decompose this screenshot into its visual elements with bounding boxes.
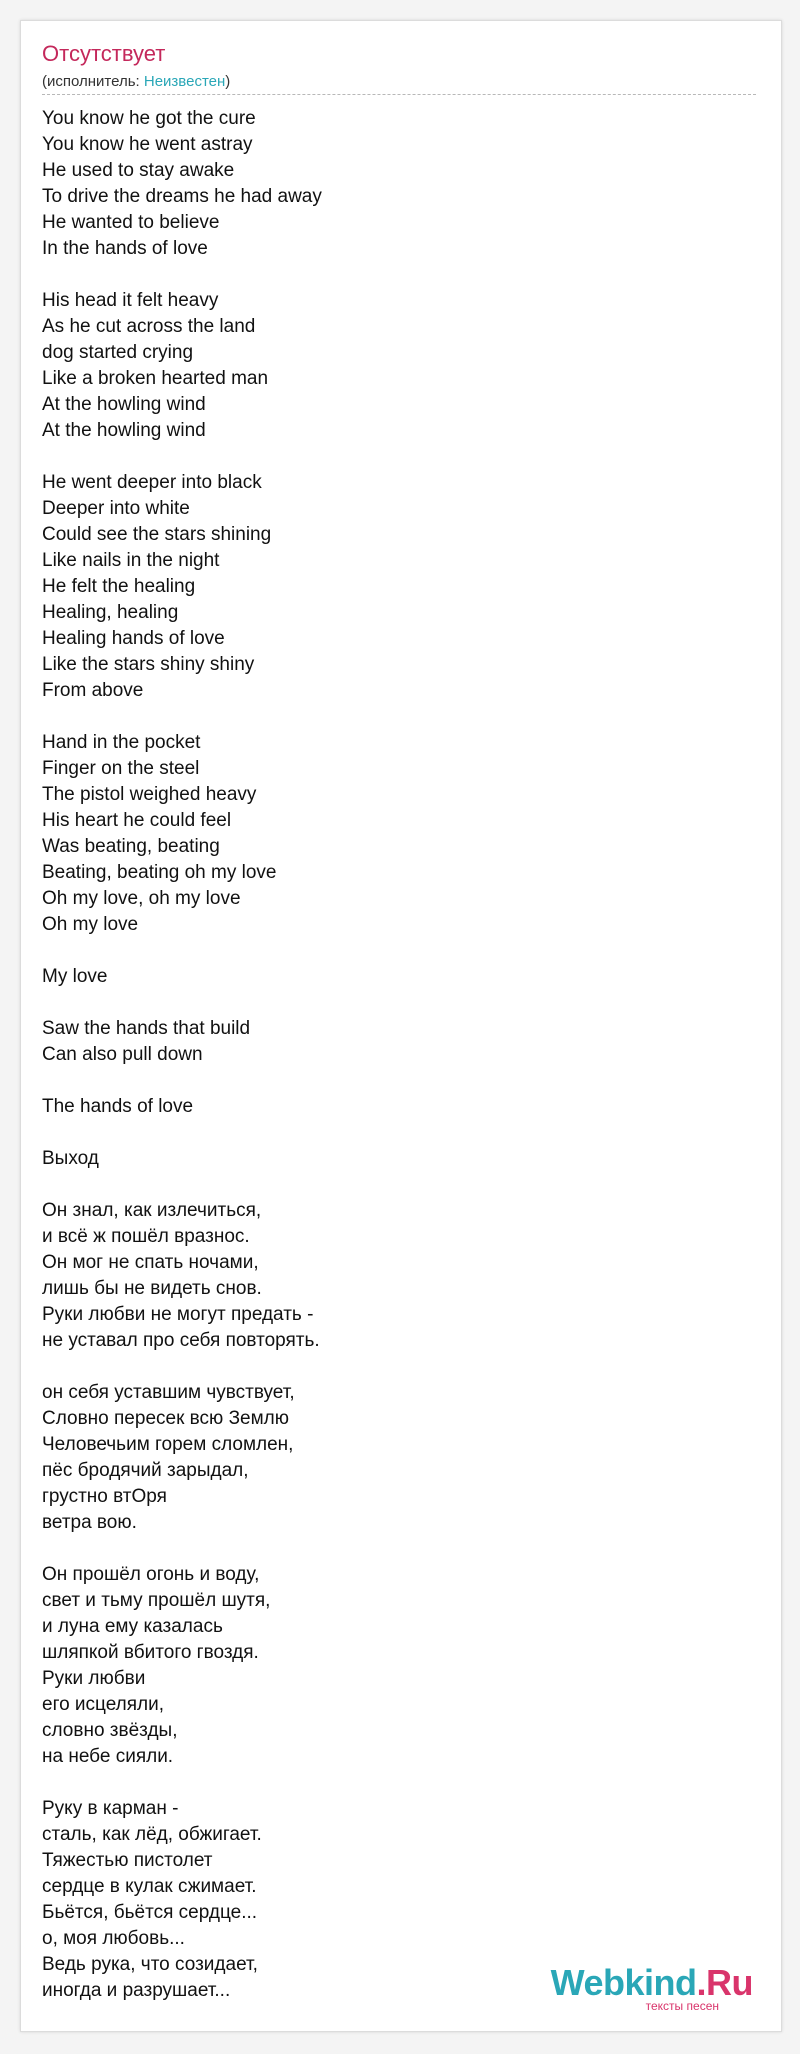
lyric-line: Выход xyxy=(42,1148,99,1169)
lyric-line: Словно пересек всю Землю xyxy=(42,1408,290,1429)
lyric-line: To drive the dreams he had away xyxy=(42,186,322,207)
lyric-line: At the howling wind xyxy=(42,394,206,415)
lyric-line: Healing, healing xyxy=(42,602,179,623)
lyric-line: His head it felt heavy xyxy=(42,290,219,311)
lyric-line: Saw the hands that build xyxy=(42,1018,251,1039)
lyric-line: и луна ему казалась xyxy=(42,1616,223,1637)
lyric-line xyxy=(42,1354,742,1380)
logo-name: Webkind xyxy=(550,1962,697,2003)
lyric-line: You know he went astray xyxy=(42,134,253,155)
lyric-line xyxy=(42,938,742,964)
lyric-line: Бьётся, бьётся сердце... xyxy=(42,1902,258,1923)
lyric-line: At the howling wind xyxy=(42,420,206,441)
webkind-logo[interactable] xyxy=(550,1962,753,2013)
lyric-line xyxy=(42,1068,742,1094)
lyric-line: Like nails in the night xyxy=(42,550,220,571)
lyric-line: Он мог не спать ночами, xyxy=(42,1252,259,1273)
lyric-line xyxy=(42,1172,742,1198)
lyric-line: His heart he could feel xyxy=(42,810,232,831)
lyric-line: Finger on the steel xyxy=(42,758,200,779)
lyric-line: He felt the healing xyxy=(42,576,196,597)
lyric-line: грустно втОря xyxy=(42,1486,167,1507)
lyric-line: The pistol weighed heavy xyxy=(42,784,257,805)
lyric-line: dog started crying xyxy=(42,342,194,363)
lyric-line: He used to stay awake xyxy=(42,160,235,181)
lyric-line: о, моя любовь... xyxy=(42,1928,185,1949)
lyric-line xyxy=(42,990,742,1016)
lyric-line: Он знал, как излечиться, xyxy=(42,1200,262,1221)
lyric-line: Руку в карман - xyxy=(42,1798,179,1819)
lyrics-card xyxy=(20,20,782,2032)
song-title: Отсутствует xyxy=(42,41,166,66)
lyric-line: Like a broken hearted man xyxy=(42,368,269,389)
lyric-line: пёс бродячий зарыдал, xyxy=(42,1460,249,1481)
lyric-line: My love xyxy=(42,966,108,987)
lyric-line: Was beating, beating xyxy=(42,836,220,857)
lyric-line: Can also pull down xyxy=(42,1044,203,1065)
lyric-line: шляпкой вбитого гвоздя. xyxy=(42,1642,259,1663)
lyric-line: Hand in the pocket xyxy=(42,732,201,753)
lyric-line: Он прошёл огонь и воду, xyxy=(42,1564,260,1585)
lyric-line: Could see the stars shining xyxy=(42,524,272,545)
lyric-line: Тяжестью пистолет xyxy=(42,1850,213,1871)
lyric-line: он себя уставшим чувствует, xyxy=(42,1382,295,1403)
lyric-line: Healing hands of love xyxy=(42,628,225,649)
lyric-line xyxy=(42,262,742,288)
artist-link[interactable]: Неизвестен xyxy=(143,73,226,90)
lyric-line: He went deeper into black xyxy=(42,472,262,493)
lyric-line: свет и тьму прошёл шутя, xyxy=(42,1590,271,1611)
logo-tagline: тексты песен xyxy=(645,1999,719,2013)
lyric-line: Deeper into white xyxy=(42,498,190,519)
lyric-line: сердце в кулак сжимает. xyxy=(42,1876,257,1897)
lyric-line: не уставал про себя повторять. xyxy=(42,1330,320,1351)
lyric-line: ветра вою. xyxy=(42,1512,137,1533)
lyric-line: Oh my love xyxy=(42,914,139,935)
lyric-line: The hands of love xyxy=(42,1096,194,1117)
lyric-line: Oh my love, oh my love xyxy=(42,888,241,909)
lyric-line: словно звёзды, xyxy=(42,1720,178,1741)
lyric-line: Руки любви xyxy=(42,1668,146,1689)
lyric-line xyxy=(42,704,742,730)
lyric-line: сталь, как лёд, обжигает. xyxy=(42,1824,262,1845)
lyric-line xyxy=(42,444,742,470)
lyrics-text xyxy=(42,106,742,2004)
lyric-line: He wanted to believe xyxy=(42,212,220,233)
artist-prefix: (исполнитель: xyxy=(42,73,144,90)
lyric-line: As he cut across the land xyxy=(42,316,256,337)
lyric-line: и всё ж пошёл вразнос. xyxy=(42,1226,250,1247)
lyric-line xyxy=(42,1770,742,1796)
lyric-line xyxy=(42,1120,742,1146)
lyric-line: In the hands of love xyxy=(42,238,208,259)
lyric-line: You know he got the cure xyxy=(42,108,256,129)
lyric-line: Like the stars shiny shiny xyxy=(42,654,255,675)
lyric-line: Руки любви не могут предать - xyxy=(42,1304,314,1325)
lyric-line: лишь бы не видеть снов. xyxy=(42,1278,262,1299)
lyric-line: его исцеляли, xyxy=(42,1694,164,1715)
lyric-line: Человечьим горем сломлен, xyxy=(42,1434,294,1455)
logo-domain: .Ru xyxy=(696,1962,753,2003)
lyric-line: на небе сияли. xyxy=(42,1746,174,1767)
title-divider xyxy=(42,94,756,95)
lyric-line: Ведь рука, что созидает, xyxy=(42,1954,258,1975)
lyric-line: иногда и разрушает... xyxy=(42,1980,231,2001)
artist-line xyxy=(42,74,230,89)
artist-suffix: ) xyxy=(225,73,231,90)
lyric-line xyxy=(42,1536,742,1562)
lyric-line: From above xyxy=(42,680,144,701)
lyric-line: Beating, beating oh my love xyxy=(42,862,277,883)
